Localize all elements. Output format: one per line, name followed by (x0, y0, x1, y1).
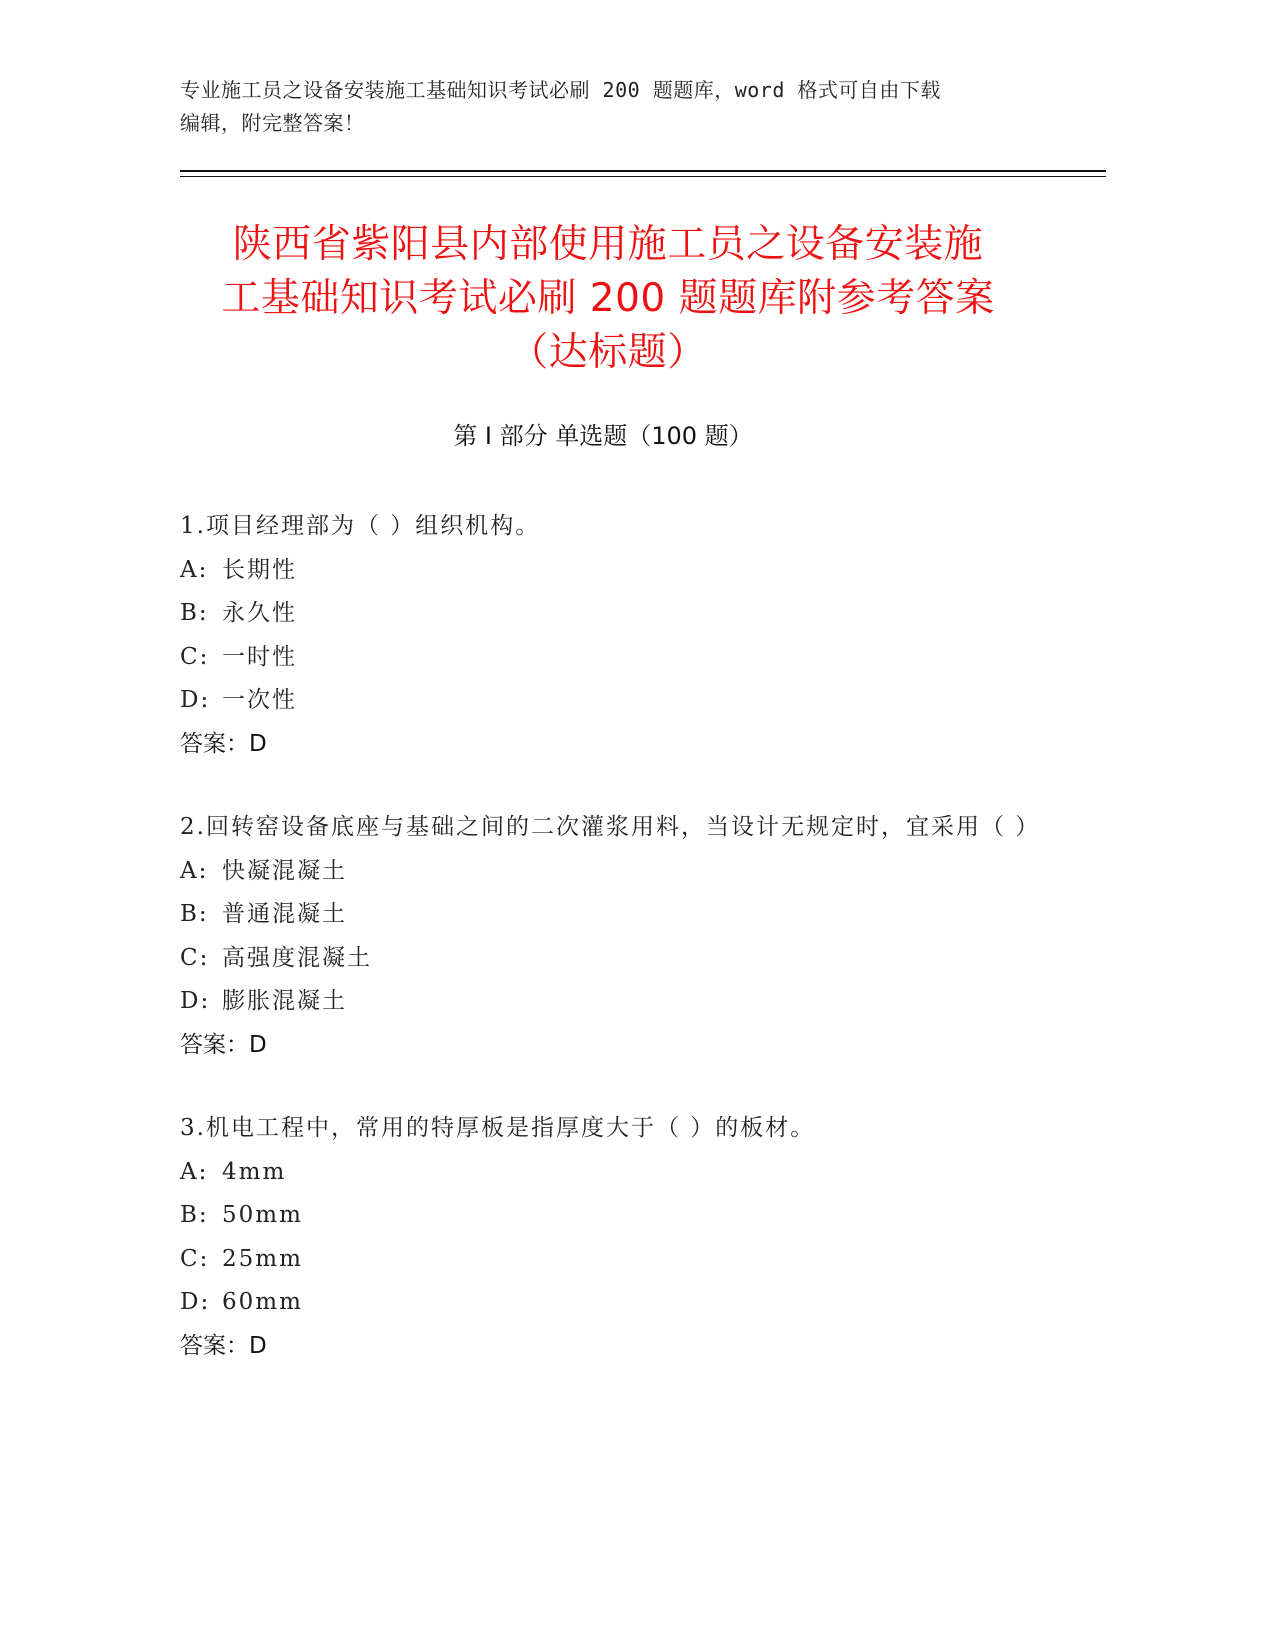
question-list (180, 505, 1040, 1408)
option-text: 60mm (222, 1289, 303, 1315)
title-line-1: 陕西省紫阳县内部使用施工员之设备安装施 (232, 222, 984, 267)
section-heading: 第 I 部分 单选题（100 题） (453, 422, 753, 450)
option-c (180, 1238, 1040, 1282)
option-letter: C: (180, 944, 210, 971)
option-text: 膨胀混凝土 (222, 988, 347, 1014)
answer-line: 答案：D (180, 1332, 267, 1359)
option-d (180, 1281, 1040, 1325)
option-text: 永久性 (222, 600, 297, 626)
option-letter: D: (180, 1289, 211, 1315)
header-divider-thin (180, 176, 1106, 177)
header-divider-thick (180, 170, 1106, 172)
option-text: 一时性 (222, 643, 297, 670)
answer-line: 答案：D (180, 730, 267, 757)
question-1 (180, 505, 1040, 766)
option-text: 50mm (222, 1202, 303, 1228)
answer-line: 答案：D (180, 1031, 267, 1058)
question-stem: 3.机电工程中，常用的特厚板是指厚度大于（ ）的板材。 (180, 1115, 816, 1141)
option-a (180, 1151, 1040, 1195)
question-stem: 1.项目经理部为（ ）组织机构。 (180, 513, 541, 539)
title-line-2: 工基础知识考试必刷 200 题题库附参考答案 (221, 276, 995, 321)
option-a (180, 549, 1040, 593)
option-letter: B: (180, 1202, 209, 1228)
option-letter: C: (180, 1245, 210, 1272)
option-letter: A: (180, 1158, 209, 1185)
document-title (150, 218, 1066, 380)
option-d (180, 980, 1040, 1024)
option-a (180, 850, 1040, 894)
option-letter: D: (180, 988, 211, 1014)
option-letter: B: (180, 901, 209, 927)
header-note (180, 74, 1060, 140)
option-text: 高强度混凝土 (222, 944, 372, 971)
title-line-3: （达标题） (509, 330, 707, 375)
option-b (180, 893, 1040, 937)
option-text: 25mm (222, 1245, 303, 1272)
option-text: 4mm (222, 1158, 287, 1185)
option-letter: A: (180, 556, 209, 583)
option-b (180, 592, 1040, 636)
option-b (180, 1194, 1040, 1238)
question-2 (180, 806, 1040, 1067)
option-text: 长期性 (222, 556, 297, 583)
option-letter: C: (180, 643, 210, 670)
option-text: 快凝混凝土 (222, 857, 347, 884)
header-note-line-2: 编辑，附完整答案！ (180, 111, 365, 135)
option-letter: B: (180, 600, 209, 626)
option-letter: D: (180, 687, 211, 713)
option-letter: A: (180, 857, 209, 884)
option-c (180, 636, 1040, 680)
option-d (180, 679, 1040, 723)
option-c (180, 937, 1040, 981)
question-stem: 2.回转窑设备底座与基础之间的二次灌浆用料，当设计无规定时，宜采用（ ） (180, 814, 1041, 840)
option-text: 普通混凝土 (222, 901, 347, 927)
header-note-line-1: 专业施工员之设备安装施工基础知识考试必刷 200 题题库，word 格式可自由下载 (180, 78, 941, 102)
question-3 (180, 1107, 1040, 1368)
option-text: 一次性 (222, 687, 297, 713)
